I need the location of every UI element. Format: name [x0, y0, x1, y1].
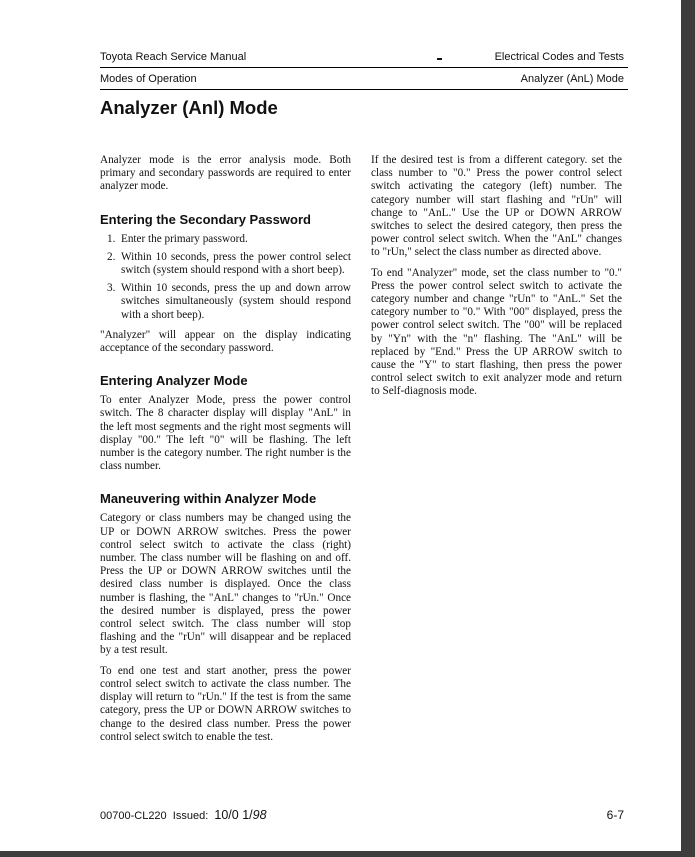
issued-date: 10/0 1/ [214, 808, 253, 822]
issued-year: 98 [252, 808, 267, 822]
page-topic: Analyzer (AnL) Mode [520, 73, 624, 85]
viewer-edge-bottom [0, 851, 695, 857]
header-dash [437, 58, 442, 60]
maneuvering-paragraph-2: To end one test and start another, press the power control select switch to activate the class number. The display will return to "rUn." If the test is from the same category, press the UP or DOWN ARROW switches to change to the desired class number. Press the power control select switch to enable the test. [100, 664, 351, 743]
step-item [100, 282, 351, 322]
step-item [100, 251, 351, 277]
step-text: Enter the primary password. [121, 232, 248, 245]
intro-paragraph: Analyzer mode is the error analysis mode. Both primary and secondary passwords are required to enter analyzer mode. [100, 154, 351, 193]
different-category-paragraph: If the desired test is from a different category. set the class number to "0." Press the power control select switch activating the category (left) number. The category number will start flashing and "rUn" will change to "AnL." Use the UP or DOWN ARROW switches to select the desired category, then press the power control select switch. When the "AnL" changes to "rUn," select the class number as directed above. [371, 154, 622, 259]
manual-title: Toyota Reach Service Manual [100, 51, 247, 63]
page-number: 6-7 [606, 808, 624, 822]
footer-left [100, 808, 267, 822]
secondary-password-steps [100, 233, 351, 322]
issued-label: Issued: [172, 810, 209, 822]
maneuvering-heading: Maneuvering within Analyzer Mode [100, 491, 317, 507]
end-analyzer-paragraph: To end "Analyzer" mode, set the class number to "0." Press the power control select switch to activate the category number and change "rUn" to "AnL." Set the category number to "0." With "00" displayed, press the power control select switch. The "00" will be replaced by "Yn" with the "n" flashing. The "AnL" will be replaced by "End." Press the UP ARROW switch to cause the "Y" to start flashing, then press the power control select switch to exit analyzer mode and return to Self-diagnosis mode. [371, 266, 622, 398]
step-number: 2. [107, 250, 116, 263]
page-title: Analyzer (Anl) Mode [100, 97, 278, 118]
step-text: Within 10 seconds, press the power control select switch (system should respond with a short beep). [121, 250, 351, 277]
chapter-title: Modes of Operation [100, 73, 197, 85]
step-text: Within 10 seconds, press the up and down arrow switches simultaneously (system should respond with a short beep). [121, 282, 351, 321]
maneuvering-paragraph-1: Category or class numbers may be changed using the UP or DOWN ARROW switches. Press the power control select switch to activate the class (right) number. The class number will be flashing on and off. Press the UP or DOWN ARROW switches until the desired class number is displayed. Once the class number is flashing, the "AnL" changes to "rUn." Once the desired number is displayed, press the power control select switch. The class number will stop flashing and the "rUn" will disappear and be replaced by a test result. [100, 512, 351, 657]
doc-code: 00700-CL220 [100, 810, 167, 822]
entering-analyzer-heading: Entering Analyzer Mode [100, 373, 248, 389]
step-number: 3. [107, 282, 116, 295]
header-rule-bottom [100, 89, 628, 90]
secondary-password-heading: Entering the Secondary Password [100, 211, 311, 227]
section-title: Electrical Codes and Tests [494, 51, 624, 63]
header-rule-top [100, 67, 628, 68]
step-item [100, 233, 351, 246]
step-number: 1. [107, 232, 116, 245]
left-column [100, 154, 351, 751]
secondary-password-note: "Analyzer" will appear on the display indicating acceptance of the secondary password. [100, 328, 351, 355]
entering-analyzer-paragraph: To enter Analyzer Mode, press the power control switch. The 8 character display will display "AnL" in the left most segments and the right most segments will display "00." The left "0" will be flashing. The left number is the category number. The right number is the class number. [100, 394, 351, 473]
viewer-edge-right [681, 0, 695, 857]
right-column [371, 154, 622, 406]
